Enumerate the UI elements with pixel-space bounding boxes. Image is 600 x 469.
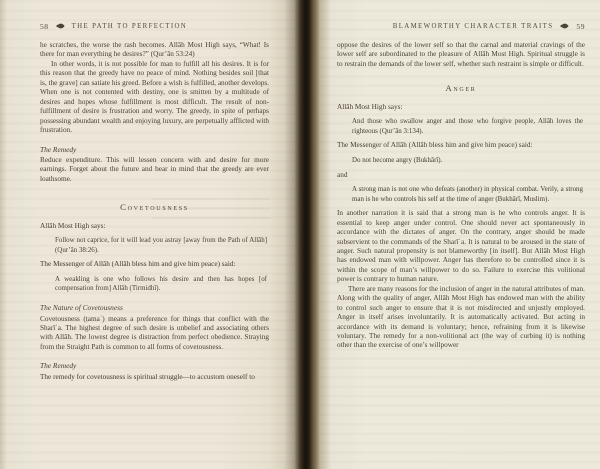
connector-word: and [337,170,348,179]
running-head-right [337,20,585,32]
paragraph: he scratches, the worse the rash becomes. Allāh Most High says, “What! Is there for man everything he desires?” (Qur’ān 53:24) [40,41,269,59]
paragraph: The remedy for covetousness is spiritual struggle—to accustom oneself to [40,372,255,381]
running-head-left [40,20,270,32]
left-page-text [40,41,269,382]
attribution-line: The Messenger of Allāh (Allāh bless him and give him peace) said: [337,141,533,150]
attribution-line: Allāh Most High says: [337,102,403,111]
fleuron-icon [56,23,65,29]
paragraph: In another narration it is said that a strong man is he who controls anger. It is essential to keep anger under control. One should never act spontaneously in accordance with the dictates of anger. On the contrary, anger should be made subservient to the commands of the Sharīʿa. It is natural to be aroused in the state of anger. Such natural propensity is not blameworthy [in itself]. But Allāh Most High has endowed man with willpower. Anger has therefore to be controlled since it is within the scope of man’s willpower to do so. Failure to exercise this volitional power is contrary to human nature. [337,209,585,284]
running-title-right: BLAMEWORTHY CHARACTER TRAITS [392,22,554,30]
subheading-nature: The Nature of Covetousness [40,303,123,313]
subheading-remedy: The Remedy [40,144,77,154]
paragraph: There are many reasons for the inclusion of anger in the natural attributes of man. Along with the quality of anger, Allāh Most High has endowed man with the ability to control such anger to ensure that it is not misdirected and unjustly employed. Anger in itself arises involuntarily. It is automatically activated. But acting in accordance with its demand is voluntary; hence, refraining from it is likewise voluntary. The remedy for a non-volitional act (the way of curbing it) is nothing other than the exercise of one’s willpower [337,284,585,350]
right-page-text [337,41,585,351]
paragraph: In other words, it is not possible for man to fulfill all his desires. It is for this reason that the greedy have no peace of mind. Nothing besides soil [that is, the grave] can satiate his greed. Before a wish is fulfilled, another develops. When one is not contented with destiny, one is smitten by a multitude of desires and hopes whose fulfillment is most difficult. The result of non-fulfillment of desire is frustration and worry. The greedy, in spite of perhaps possessing abundant wealth and enjoying luxury, are perpetually afflicted with frustration. [40,59,269,135]
attribution-line: The Messenger of Allāh (Allāh bless him and give him peace) said: [40,260,236,269]
quran-quote: And those who swallow anger and those who forgive people, Allāh loves the righteous (Qur’ān 3:134). [352,117,583,135]
section-heading-covetousness: Covetousness [120,202,189,213]
hadith-quote: A strong man is not one who defeats (another) in physical combat. Verily, a strong man is he who controls his self at the time of anger (Bukhārī, Muslim). [352,184,583,203]
paragraph: Reduce expenditure. This will lessen concern with and desire for more earnings. Forget about the future and bear in mind that the greedy are ever loathsome. [40,155,269,183]
page-number-right: 59 [576,21,585,31]
fleuron-icon [560,23,569,29]
quran-quote: Follow not caprice, for it will lead you astray [away from the Path of Allāh] (Qur’ān 38:26). [55,236,267,254]
page-number-left: 58 [40,21,49,31]
paragraph: Covetousness (ṭamaʿ) means a preference for things that conflict with the Sharīʿa. The highest degree of such desire is unbelief and associating others with Allāh. The lowest degree is distraction from perfect obedience. Straying from the Straight Path is common to all forms of covetousness. [40,314,269,351]
attribution-line: Allāh Most High says: [40,221,106,230]
subheading-remedy: The Remedy [40,361,77,371]
hadith-quote: Do not become angry (Bukhārī). [352,155,443,164]
paragraph: oppose the desires of the lower self so that the carnal and material cravings of the lower self are subordinated to the pleasure of Allāh Most High. Spiritual struggle is to restrain the demands of the lower self, whether such restraint is simple or difficult. [337,41,585,68]
hadith-quote: A weakling is one who follows his desire and then has hopes [of compensation from] Allāh (Tirmidhī). [55,274,267,293]
running-title-left: THE PATH TO PERFECTION [71,22,188,30]
section-heading-anger: Anger [445,83,477,94]
